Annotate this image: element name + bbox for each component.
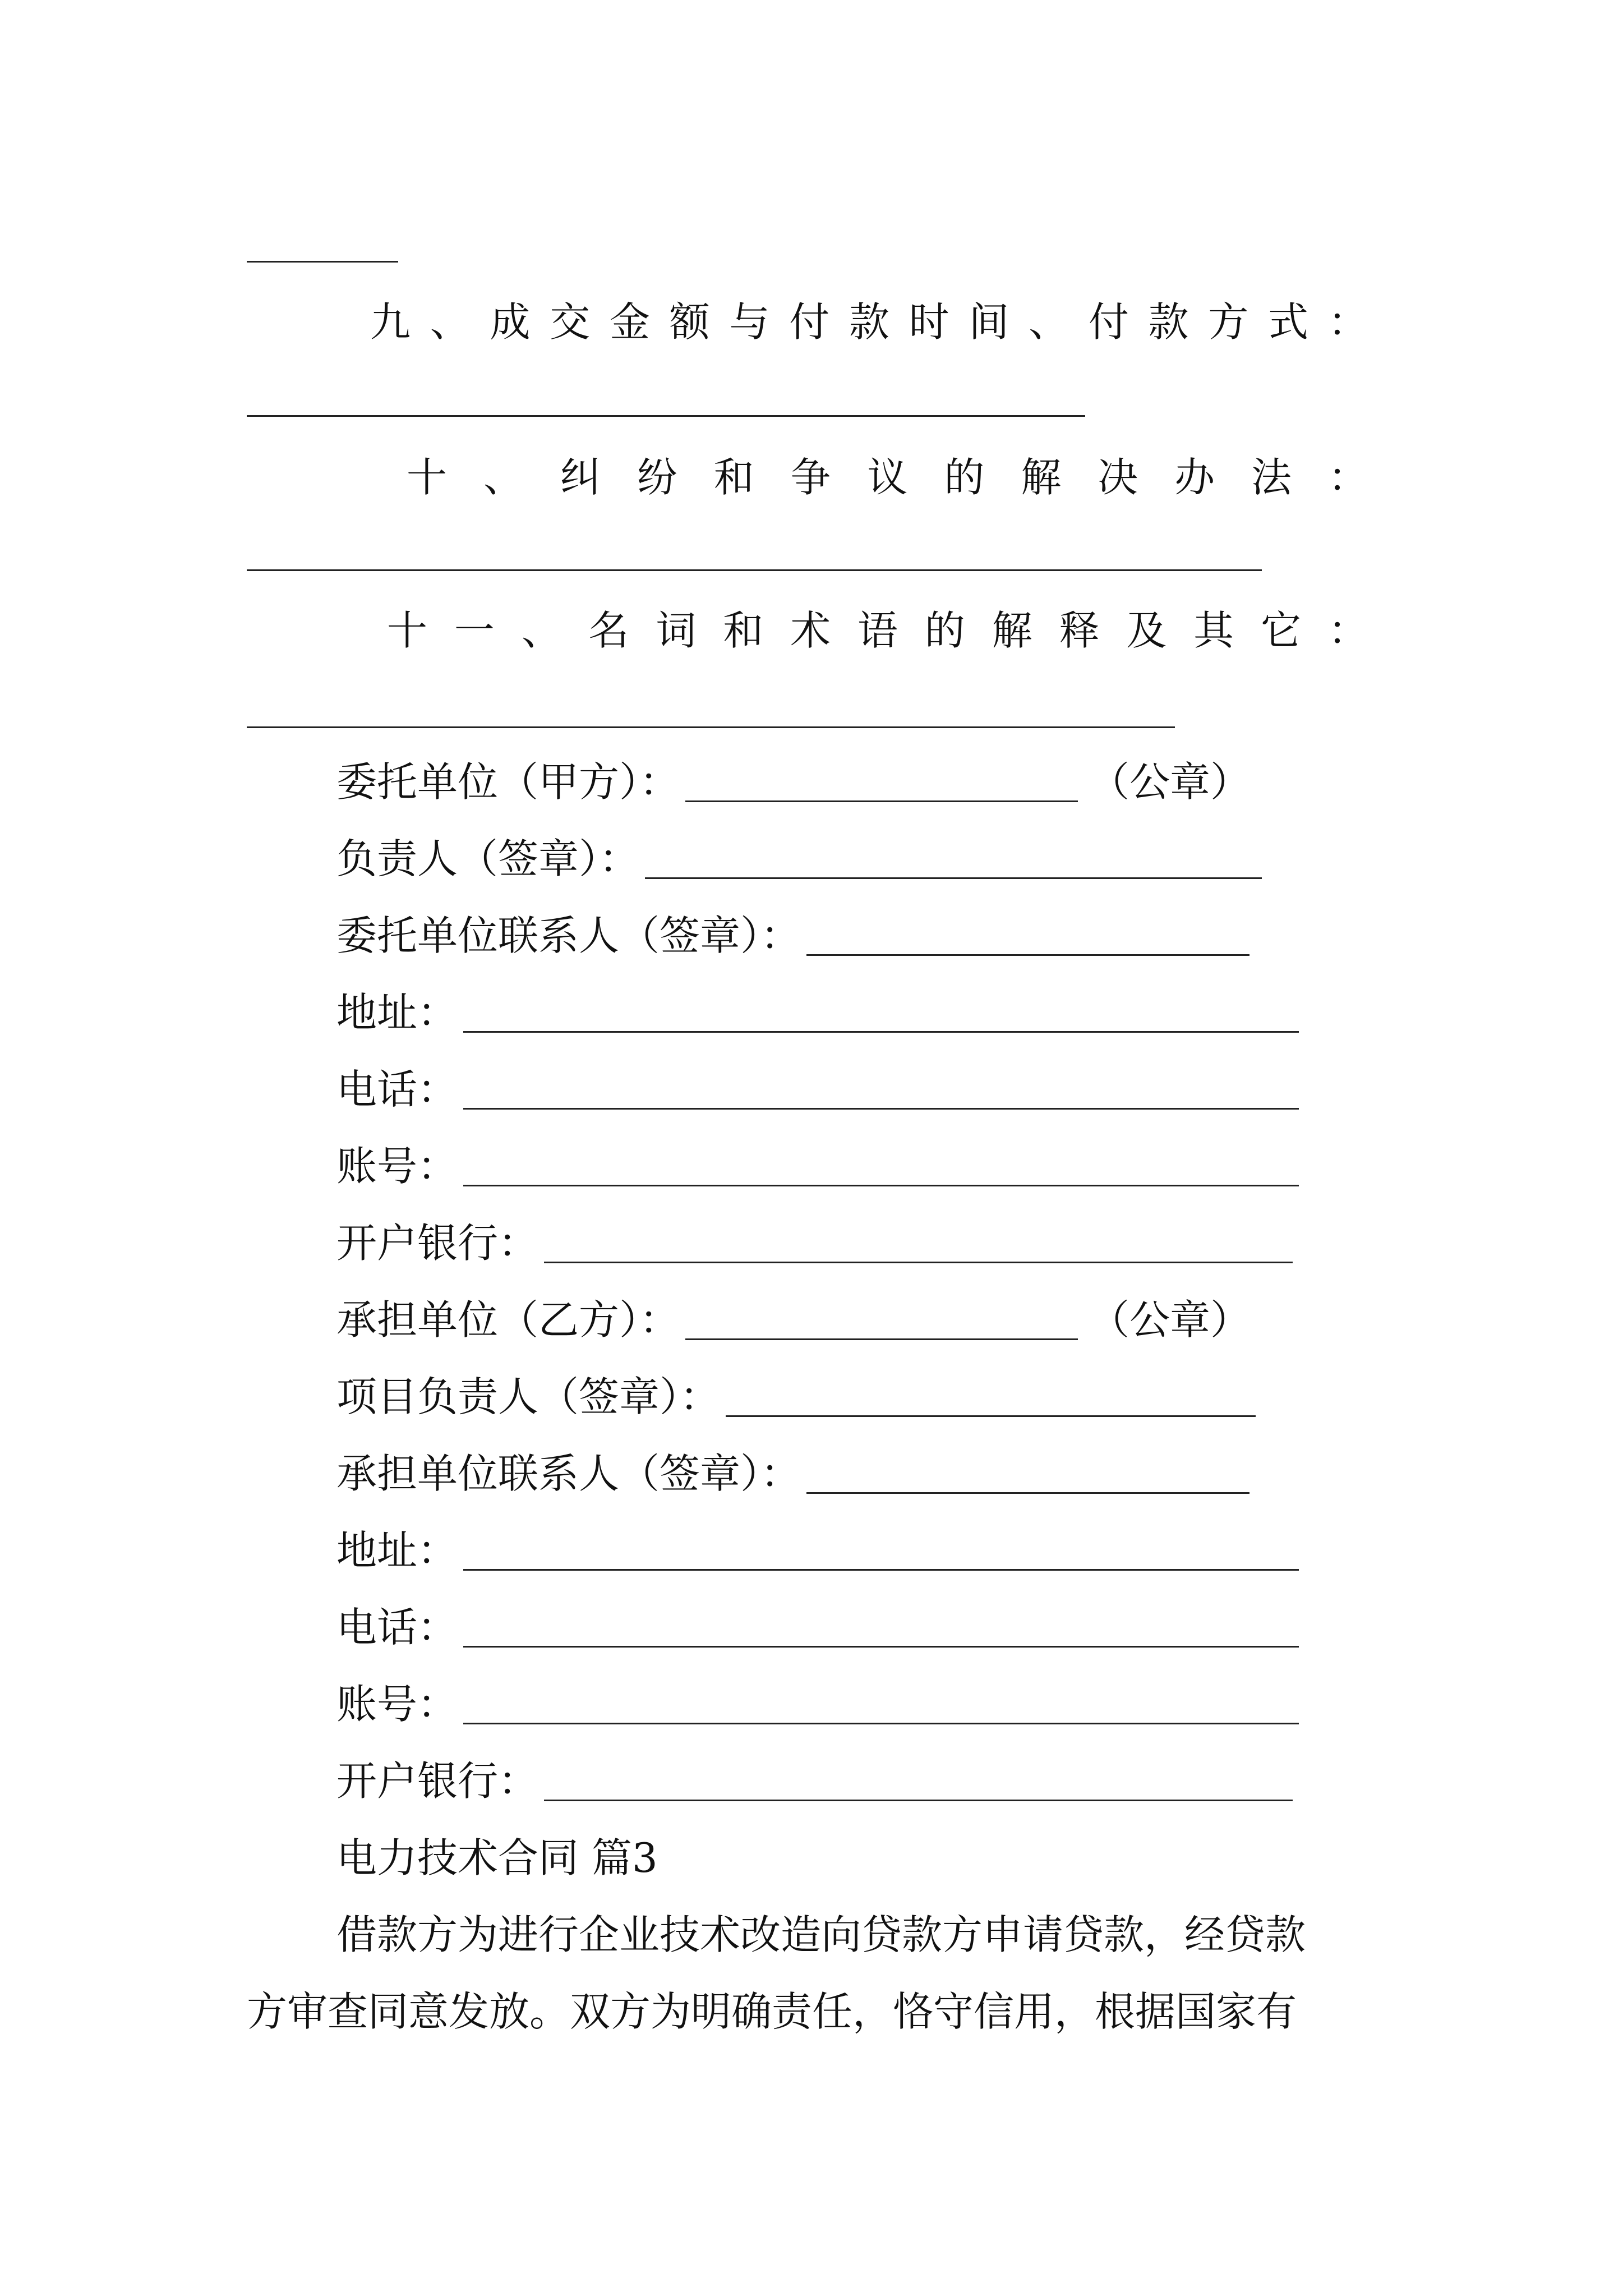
party-b-phone-label: 电话： — [336, 1604, 458, 1651]
blank-line — [247, 569, 1262, 571]
party-a-leader-field — [336, 835, 1262, 882]
heading-char: 的 — [944, 454, 985, 501]
party-a-bank-field — [336, 1220, 1293, 1267]
blank-line — [247, 261, 398, 263]
heading-char: 付 — [1088, 298, 1129, 346]
heading-char: 的 — [924, 607, 965, 654]
section-11-heading — [387, 607, 1368, 654]
party-b-seal: （公章） — [1089, 1296, 1251, 1343]
party-b-contact-blank[interactable] — [806, 1458, 1249, 1494]
body-line-2: 方审查同意发放。双方为明确责任，恪守信用，根据国家有 — [247, 1988, 1297, 2035]
party-b-unit-field — [336, 1296, 1251, 1343]
party-b-address-blank[interactable] — [463, 1535, 1299, 1571]
party-b-leader-label: 项目负责人（签章）： — [336, 1373, 721, 1420]
heading-char: 、 — [430, 298, 471, 346]
party-a-leader-blank[interactable] — [645, 844, 1262, 879]
heading-char: ： — [1327, 607, 1368, 654]
heading-char: 一 — [454, 607, 495, 654]
heading-char: 、 — [1029, 298, 1069, 346]
heading-char: 与 — [729, 298, 770, 346]
heading-char: 、 — [521, 607, 562, 654]
party-a-contact-field — [336, 912, 1249, 959]
heading-char: 及 — [1126, 607, 1167, 654]
party-b-contact-field — [336, 1450, 1249, 1497]
party-b-address-field — [336, 1527, 1299, 1574]
heading-char: ： — [1327, 298, 1368, 346]
party-a-seal: （公章） — [1089, 758, 1251, 806]
heading-char: 办 — [1174, 454, 1215, 501]
party-b-account-blank[interactable] — [463, 1689, 1299, 1724]
party-a-unit-blank[interactable] — [685, 767, 1078, 802]
party-b-contact-label: 承担单位联系人（签章）： — [336, 1450, 801, 1497]
party-a-unit-field — [336, 758, 1251, 806]
party-b-account-label: 账号： — [336, 1681, 458, 1728]
heading-char: 十 — [407, 454, 448, 501]
party-a-contact-label: 委托单位联系人（签章）： — [336, 912, 801, 959]
heading-char: 名 — [588, 607, 629, 654]
heading-char: 和 — [713, 454, 754, 501]
heading-char: 款 — [849, 298, 889, 346]
heading-char: 释 — [1059, 607, 1100, 654]
blank-line — [247, 726, 1175, 728]
party-b-bank-field — [336, 1757, 1293, 1805]
party-a-address-blank[interactable] — [463, 997, 1299, 1033]
party-a-leader-label: 负责人（签章）： — [336, 835, 640, 882]
next-contract-title: 电力技术合同 篇3 — [336, 1834, 658, 1881]
party-a-account-label: 账号： — [336, 1143, 458, 1190]
party-a-account-blank[interactable] — [463, 1151, 1299, 1186]
heading-char: 和 — [723, 607, 764, 654]
heading-char: 额 — [669, 298, 710, 346]
heading-char: 术 — [790, 607, 831, 654]
party-b-bank-blank[interactable] — [544, 1766, 1293, 1801]
party-a-bank-label: 开户银行： — [336, 1220, 539, 1267]
party-b-leader-blank[interactable] — [726, 1382, 1256, 1417]
heading-char: 付 — [789, 298, 830, 346]
party-b-phone-blank[interactable] — [463, 1612, 1299, 1648]
heading-char: 它 — [1260, 607, 1301, 654]
heading-char: 方 — [1208, 298, 1249, 346]
heading-char: ： — [1327, 454, 1368, 501]
party-a-phone-label: 电话： — [336, 1066, 458, 1113]
party-a-unit-label: 委托单位（甲方）： — [336, 758, 680, 806]
party-b-unit-label: 承担单位（乙方）： — [336, 1296, 680, 1343]
heading-char: 九 — [370, 298, 411, 346]
party-a-address-field — [336, 989, 1299, 1036]
heading-char: 纠 — [560, 454, 601, 501]
party-a-address-label: 地址： — [336, 989, 458, 1036]
party-a-bank-blank[interactable] — [544, 1228, 1293, 1263]
heading-char: 解 — [1021, 454, 1062, 501]
heading-char: 成 — [490, 298, 531, 346]
blank-line — [247, 415, 1085, 417]
heading-char: 款 — [1148, 298, 1189, 346]
heading-char: 十 — [387, 607, 428, 654]
heading-char: 纷 — [637, 454, 677, 501]
heading-char: 交 — [550, 298, 591, 346]
party-a-contact-blank[interactable] — [806, 921, 1249, 956]
heading-char: 法 — [1251, 454, 1292, 501]
party-b-bank-label: 开户银行： — [336, 1757, 539, 1805]
heading-char: 金 — [609, 298, 650, 346]
party-a-account-field — [336, 1143, 1299, 1190]
party-a-phone-field — [336, 1066, 1299, 1113]
heading-char: 解 — [992, 607, 1032, 654]
party-b-phone-field — [336, 1604, 1299, 1651]
heading-char: 其 — [1193, 607, 1234, 654]
section-9-heading — [370, 298, 1368, 346]
heading-char: 语 — [857, 607, 898, 654]
body-line-1: 借款方为进行企业技术改造向贷款方申请贷款，经贷款 — [336, 1911, 1306, 1958]
heading-char: 争 — [790, 454, 831, 501]
party-b-account-field — [336, 1681, 1299, 1728]
party-b-address-label: 地址： — [336, 1527, 458, 1574]
party-b-leader-field — [336, 1373, 1256, 1420]
heading-char: 、 — [483, 454, 524, 501]
heading-char: 决 — [1098, 454, 1138, 501]
party-b-unit-blank[interactable] — [685, 1305, 1078, 1340]
heading-char: 式 — [1268, 298, 1309, 346]
heading-char: 议 — [867, 454, 908, 501]
heading-char: 间 — [969, 298, 1009, 346]
heading-char: 词 — [656, 607, 697, 654]
heading-char: 时 — [909, 298, 949, 346]
party-a-phone-blank[interactable] — [463, 1074, 1299, 1110]
section-10-heading — [407, 454, 1368, 501]
